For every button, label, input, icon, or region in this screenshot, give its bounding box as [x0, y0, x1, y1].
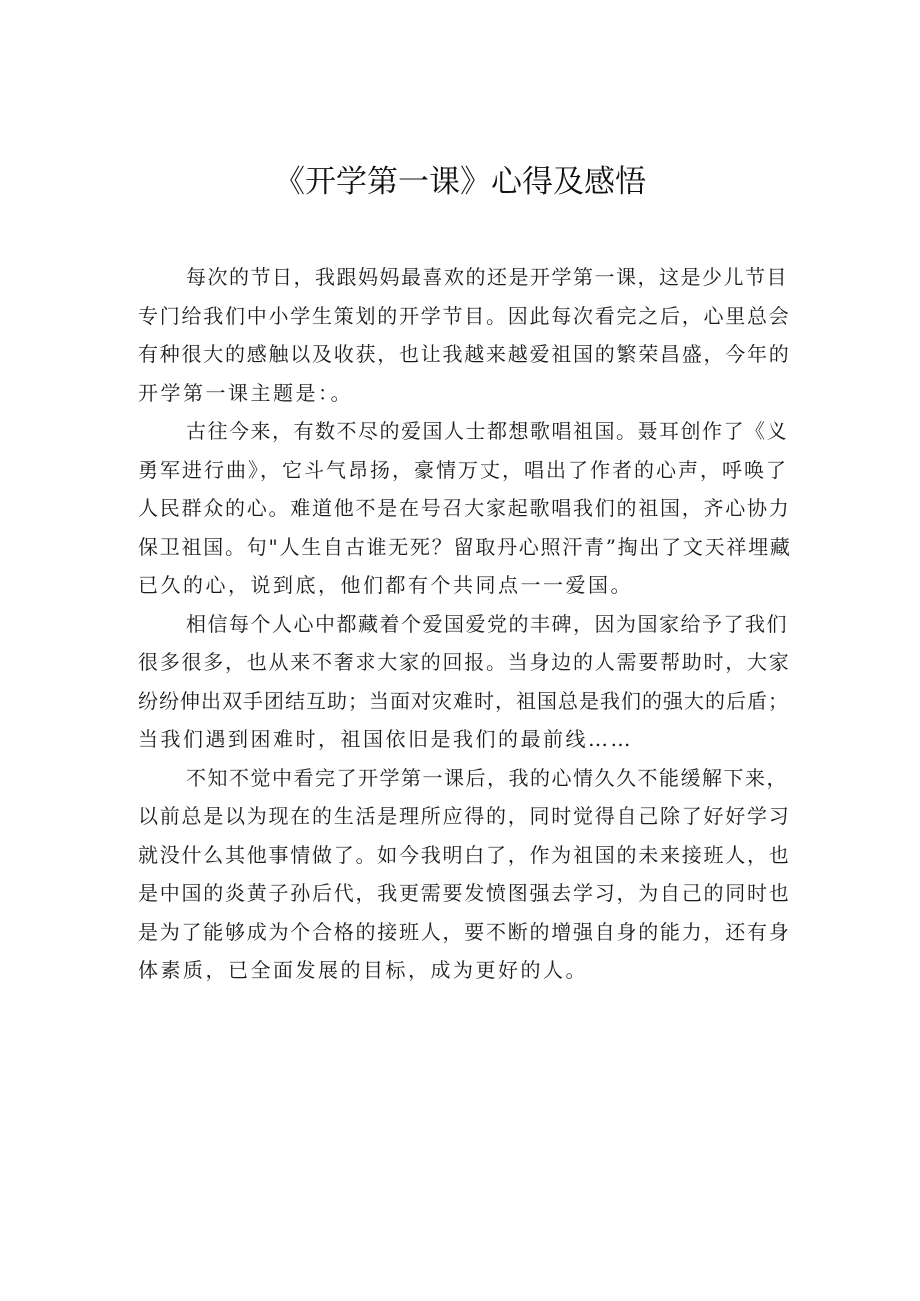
- text-line: 人民群众的心。难道他不是在号召大家起歌唱我们的祖国，齐心协力: [138, 496, 791, 520]
- text-line: 相信每个人心中都藏着个爱国爱党的丰碑，因为国家给予了我们: [186, 611, 788, 636]
- text-line: 有种很大的感触以及收获，也让我越来越爱祖国的繁荣昌盛，今年的: [138, 342, 791, 366]
- document-title: 《开学第一课》心得及感悟: [274, 164, 646, 200]
- text-line: 体素质，已全面发展的目标，成为更好的人。: [138, 958, 588, 982]
- text-line: 就没什么其他事情做了。如今我明白了，作为祖国的未来接班人，也: [138, 842, 791, 867]
- paragraph-4: [138, 759, 794, 990]
- paragraph-1: [138, 258, 794, 412]
- text-line: 勇军进行曲》，它斗气昂扬，豪情万丈，唱出了作者的心声，呼唤了: [138, 457, 788, 482]
- text-line: 当我们遇到困难时，祖国依旧是我们的最前线……: [138, 727, 633, 751]
- text-line: 保卫祖国。句"人生自古谁无死？留取丹心照汗青”掏出了文天祥埋藏: [138, 534, 792, 559]
- text-line: 已久的心，说到底，他们都有个共同点一一爱国。: [138, 573, 633, 597]
- text-line: 开学第一课主题是：。: [138, 380, 353, 405]
- text-line: 纷纷伸出双手团结互助；当面对灾难时，祖国总是我们的强大的后盾；: [138, 688, 789, 713]
- text-line: 每次的节日，我跟妈妈最喜欢的还是开学第一课，这是少儿节目: [186, 265, 788, 289]
- text-line: 是为了能够成为个合格的接班人，要不断的增强自身的能力，还有身: [138, 919, 791, 944]
- text-line: 专门给我们中小学生策划的开学节目。因此每次看完之后，心里总会: [138, 303, 791, 328]
- text-line: 是中国的炎黄子孙后代，我更需要发愤图强去学习，为自己的同时也: [138, 881, 791, 905]
- paragraph-2: [138, 412, 794, 605]
- text-line: 以前总是以为现在的生活是理所应得的，同时觉得自己除了好好学习: [138, 804, 791, 828]
- document-body: [138, 258, 794, 990]
- text-line: 很多很多，也从来不奢求大家的回报。当身边的人需要帮助时，大家: [138, 650, 791, 674]
- paragraph-3: [138, 605, 794, 759]
- text-line: 古往今来，有数不尽的爱国人士都想歌唱祖国。聂耳创作了《义: [186, 419, 788, 443]
- text-line: 不知不觉中看完了开学第一课后，我的心情久久不能缓解下来，: [186, 765, 788, 790]
